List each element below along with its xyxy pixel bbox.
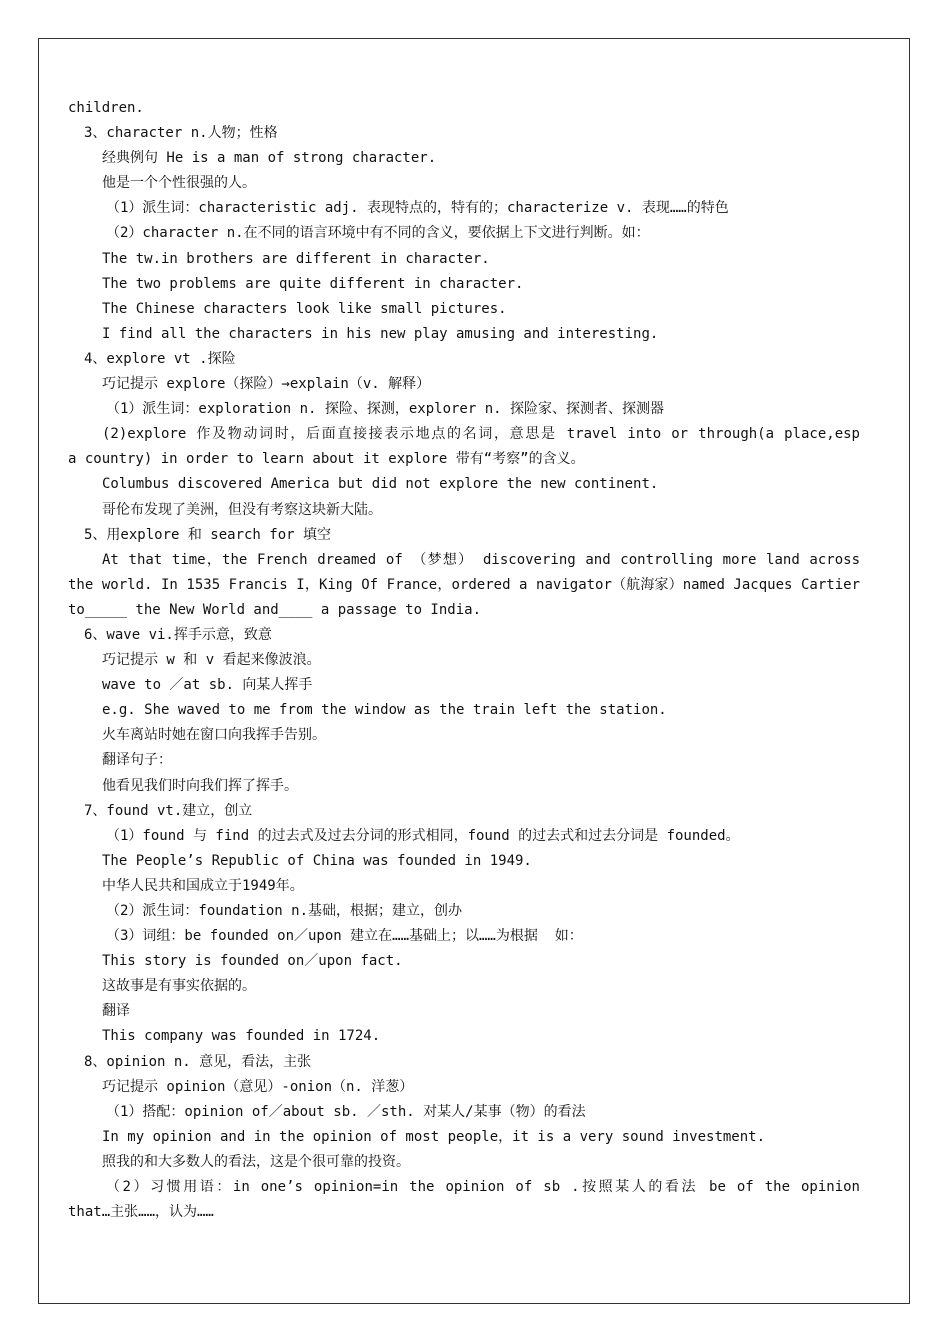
derivative-note: （2）派生词：foundation n.基础，根据；建立，创办 <box>106 903 463 919</box>
phrase-note: （3）词组：be founded on／upon 建立在……基础上；以……为根据 如： <box>106 928 583 945</box>
example-translation: 这故事是有事实依据的。 <box>102 978 256 995</box>
translation-exercise: 他看见我们时向我们挥了挥手。 <box>102 777 298 794</box>
example-sentence: The People’s Republic of China was founded in 1949. <box>102 852 532 869</box>
exercise-passage: the world. In 1535 Francis I，King Of France，ordered a navigator（航海家）named Jacques Cartier <box>68 576 860 593</box>
section-heading-found: 7、found vt.建立，创立 <box>84 802 253 819</box>
memory-tip: 巧记提示 opinion（意见）-onion（n. 洋葱） <box>102 1078 414 1095</box>
exercise-passage: to_____ the New World and____ a passage to India. <box>68 601 482 618</box>
usage-note: （2）character n.在不同的语言环境中有不同的含义，要依据上下文进行判断。如： <box>106 225 650 242</box>
example-translation: 照我的和大多数人的看法，这是个很可靠的投资。 <box>102 1153 410 1170</box>
section-heading-exercise: 5、用explore 和 search for 填空 <box>84 526 332 543</box>
section-heading-wave: 6、wave vi.挥手示意，致意 <box>84 626 272 643</box>
example-sentence: The Chinese characters look like small pictures. <box>102 300 507 317</box>
collocation-note: （1）搭配：opinion of／about sb. ／sth. 对某人/某事（物）的看法 <box>106 1103 586 1120</box>
idiom-note: （2）习惯用语：in one’s opinion=in the opinion of sb .按照某人的看法 be of the opinion <box>106 1179 860 1196</box>
example-sentence: The tw.in brothers are different in character. <box>102 250 490 267</box>
example-sentence: Columbus discovered America but did not explore the new continent. <box>102 476 659 493</box>
text-line: children. <box>68 100 144 116</box>
section-heading-character: 3、character n.人物；性格 <box>84 125 278 142</box>
translation-exercise: This company was founded in 1724. <box>102 1028 381 1045</box>
section-heading-opinion: 8、opinion n. 意见，看法，主张 <box>84 1053 312 1070</box>
translation-prompt: 翻译 <box>102 1003 130 1020</box>
derivative-note: （1）派生词：characteristic adj. 表现特点的，特有的；characterize v. 表现……的特色 <box>106 200 729 217</box>
usage-note-continued: a country) in order to learn about it explore 带有“考察”的含义。 <box>68 451 585 468</box>
example-translation: 中华人民共和国成立于1949年。 <box>102 877 304 894</box>
derivative-note: （1）派生词：exploration n. 探险、探测，explorer n. 探险家、探测者、探测器 <box>106 401 665 418</box>
memory-tip: 巧记提示 w 和 v 看起来像波浪。 <box>102 652 321 669</box>
example-sentence: 经典例句 He is a man of strong character. <box>102 150 437 167</box>
translation-prompt: 翻译句子： <box>102 752 172 769</box>
usage-note: （1）found 与 find 的过去式及过去分词的形式相同，found 的过去式和过去分词是 founded。 <box>106 827 740 844</box>
example-translation: 火车离站时她在窗口向我挥手告别。 <box>102 727 326 744</box>
usage-note: (2)explore 作及物动词时，后面直接接表示地点的名词，意思是 travel into or through(a place,esp <box>102 426 860 443</box>
example-sentence: e.g. She waved to me from the window as the train left the station. <box>102 702 667 719</box>
example-translation: 他是一个个性很强的人。 <box>102 175 256 192</box>
idiom-note-continued: that…主张……，认为…… <box>68 1204 214 1221</box>
exercise-passage: At that time，the French dreamed of （梦想） discovering and controlling more land across <box>102 551 860 568</box>
document-body <box>68 96 860 1225</box>
example-sentence: The two problems are quite different in character. <box>102 275 524 292</box>
section-heading-explore: 4、explore vt .探险 <box>84 350 236 367</box>
memory-tip: 巧记提示 explore（探险）→explain（v. 解释） <box>102 376 431 393</box>
example-translation: 哥伦布发现了美洲，但没有考察这块新大陆。 <box>102 501 382 518</box>
example-sentence: In my opinion and in the opinion of most people，it is a very sound investment. <box>102 1128 766 1145</box>
example-sentence: I find all the characters in his new play amusing and interesting. <box>102 325 659 342</box>
phrase-note: wave to ／at sb. 向某人挥手 <box>102 677 313 694</box>
example-sentence: This story is founded on／upon fact. <box>102 953 403 970</box>
